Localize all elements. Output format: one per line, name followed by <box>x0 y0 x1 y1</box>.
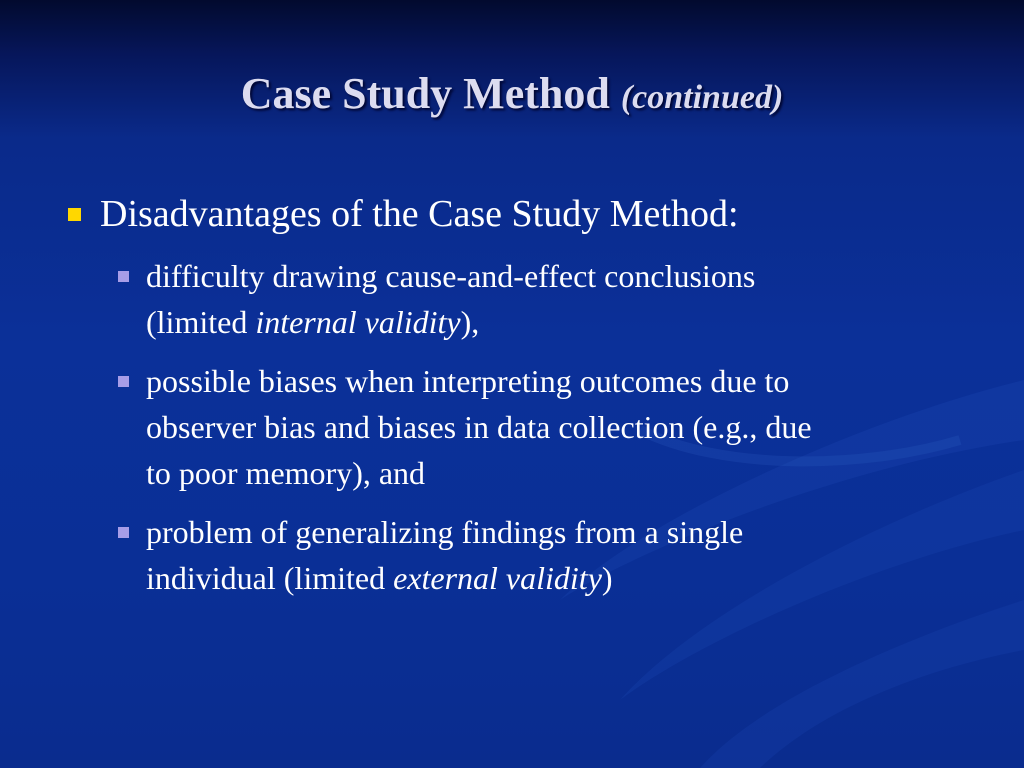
main-bullet-text: Disadvantages of the Case Study Method: <box>100 193 739 235</box>
emphasis-text: internal validity <box>255 304 461 340</box>
sub-bullet-line <box>146 555 613 601</box>
text-run: ) <box>601 560 613 596</box>
text-run: ), <box>460 304 480 340</box>
square-bullet-icon <box>118 271 129 282</box>
title-main: Case Study Method <box>240 69 610 118</box>
text-run: individual (limited <box>146 560 394 596</box>
sub-bullet-line <box>146 299 479 345</box>
sub-bullet-line: observer bias and biases in data collection (e.g., due <box>146 409 812 445</box>
emphasis-text: external validity <box>393 560 602 596</box>
sub-bullet-line: difficulty drawing cause-and-effect conclusions <box>146 258 756 294</box>
square-bullet-icon <box>68 208 81 221</box>
sub-bullet-line: problem of generalizing findings from a single <box>146 514 744 550</box>
slide-title <box>0 68 1024 119</box>
text-run: (limited <box>146 304 256 340</box>
sub-bullet-line: to poor memory), and <box>146 455 426 491</box>
square-bullet-icon <box>118 376 129 387</box>
sub-bullet-line: possible biases when interpreting outcomes due to <box>146 363 790 399</box>
square-bullet-icon <box>118 527 129 538</box>
title-suffix: (continued) <box>620 79 784 116</box>
